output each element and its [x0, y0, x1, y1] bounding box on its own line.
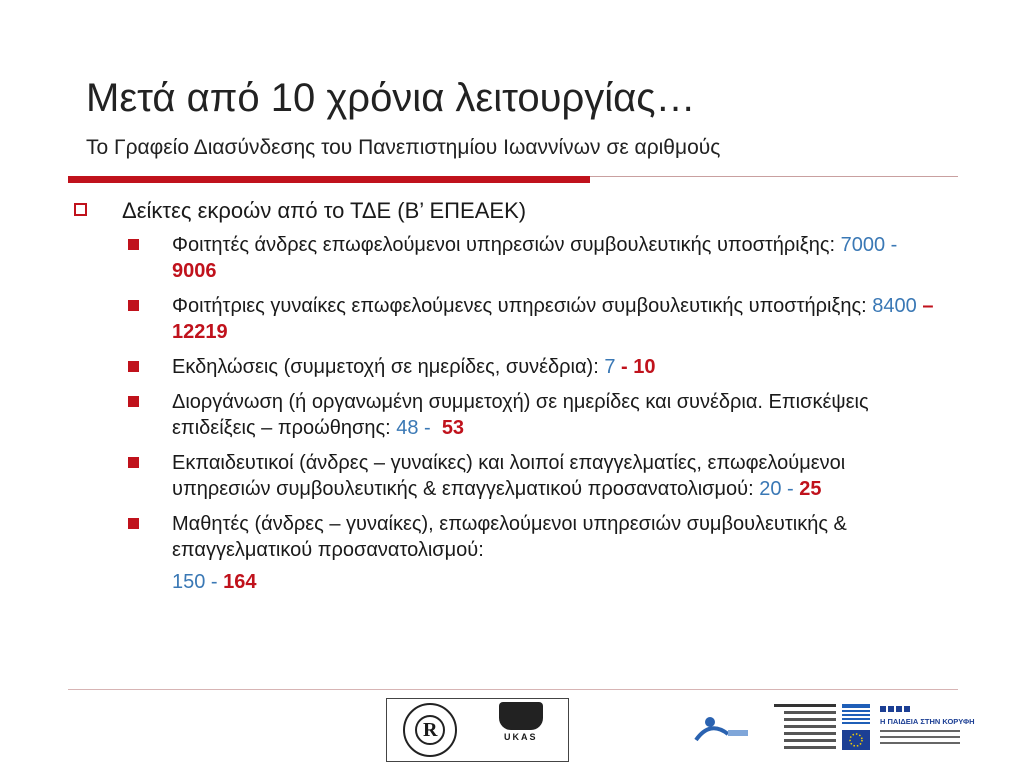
- item-text: Φοιτητές άνδρες επωφελούμενοι υπηρεσιών συμβουλευτικής υποστήριξης:: [172, 234, 841, 256]
- slide-title: Μετά από 10 χρόνια λειτουργίας…: [86, 76, 696, 120]
- title-divider-line: [590, 176, 958, 177]
- ministry-text-block: [774, 704, 836, 749]
- value-separator: -: [615, 356, 634, 378]
- ukas-label: UKAS: [503, 732, 538, 742]
- registered-mark-icon: R: [415, 715, 445, 745]
- square-bullet-icon: [128, 361, 139, 372]
- old-value: 8400: [872, 295, 917, 317]
- square-bullet-icon: [128, 457, 139, 468]
- title-accent-bar: [68, 176, 590, 183]
- funding-logos-strip: [688, 700, 1024, 760]
- square-bullet-icon: [128, 518, 139, 529]
- item-values-line: [172, 569, 942, 595]
- list-item: [68, 450, 942, 502]
- old-value: 150: [172, 571, 206, 593]
- list-item: [68, 511, 942, 595]
- list-item: [68, 232, 942, 284]
- item-text: Μαθητές (άνδρες – γυναίκες), επωφελούμενοι υπηρεσιών συμβουλευτικής & επαγγελματικού προσανατολισμού:: [172, 513, 847, 561]
- item-text: Εκδηλώσεις (συμμετοχή σε ημερίδες, συνέδρια):: [172, 356, 605, 378]
- slide-content: [68, 196, 968, 604]
- list-item: [68, 354, 942, 380]
- main-bullet-text: Δείκτες εκροών από το ΤΔΕ (Β’ ΕΠΕΑΕΚ): [122, 198, 527, 223]
- slide-subtitle: Το Γραφείο Διασύνδεσης του Πανεπιστημίου Ιωαννίνων σε αριθμούς: [86, 136, 721, 159]
- eu-flag-icon: [842, 730, 870, 750]
- new-value: 164: [223, 571, 257, 593]
- new-value: 53: [441, 417, 465, 439]
- value-separator: -: [418, 417, 442, 439]
- education-at-the-top-logo: [880, 706, 975, 744]
- new-value: 9006: [172, 260, 217, 282]
- item-text: Εκπαιδευτικοί (άνδρες – γυναίκες) και λοιποί επαγγελματίες, επωφελούμενοι υπηρεσιών συμβουλευτικής & επαγγελματικού προσανατολισμού:: [172, 452, 846, 500]
- list-item: [68, 293, 942, 345]
- value-separator: -: [205, 571, 224, 593]
- eu-caption: Η ΠΑΙΔΕΙΑ ΣΤΗΝ ΚΟΡΥΦΗ: [880, 717, 975, 726]
- square-bullet-icon: [128, 300, 139, 311]
- main-bullet: [68, 196, 968, 226]
- greek-flag-icon: [842, 704, 870, 724]
- item-text: Φοιτήτριες γυναίκες επωφελούμενες υπηρεσιών συμβουλευτικής υποστήριξης:: [172, 295, 873, 317]
- value-separator: -: [885, 234, 898, 256]
- new-value: 12219: [172, 321, 228, 343]
- ellada-2008-logo: [696, 717, 748, 740]
- old-value: 7: [604, 356, 616, 378]
- square-bullet-icon: [128, 396, 139, 407]
- item-text: Διοργάνωση (ή οργανωμένη συμμετοχή) σε ημερίδες και συνέδρια. Επισκέψεις επιδείξεις – προώθησης:: [172, 391, 869, 439]
- value-separator: –: [916, 295, 934, 317]
- certification-logos: [386, 698, 569, 762]
- ukas-logo: [490, 702, 552, 758]
- hollow-square-bullet-icon: [74, 203, 87, 216]
- old-value: 7000: [840, 234, 886, 256]
- iso-certification-logo: [403, 703, 457, 757]
- new-value: 10: [633, 356, 656, 378]
- new-value: 25: [799, 478, 822, 500]
- old-value: 48: [396, 417, 419, 439]
- crown-check-icon: [499, 702, 543, 730]
- footer-divider-line: [68, 689, 958, 690]
- square-bullet-icon: [128, 239, 139, 250]
- value-separator: -: [781, 478, 800, 500]
- list-item: [68, 389, 942, 441]
- old-value: 20: [759, 478, 782, 500]
